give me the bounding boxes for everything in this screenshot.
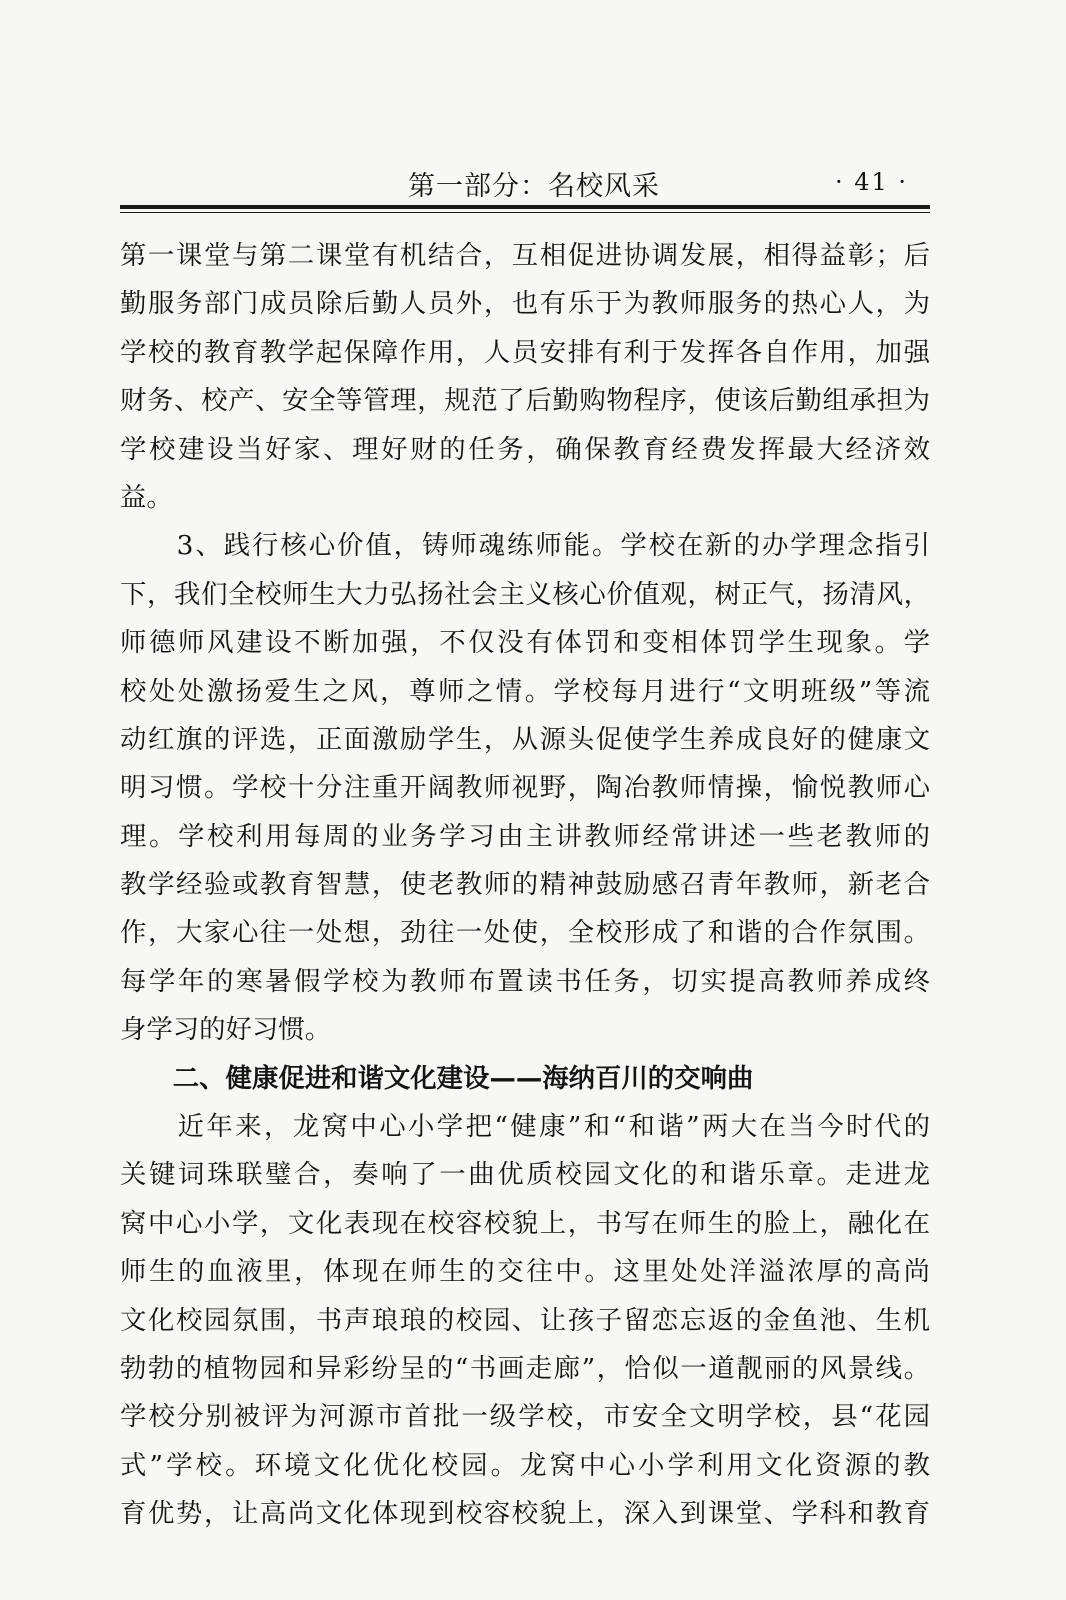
section-title: 第一部分：名校风采	[408, 171, 660, 202]
text-line: 式”学校。环境文化优化校园。龙窝中心小学利用文化资源的教	[120, 1449, 930, 1481]
text-line: 动红旗的评选，正面激励学生，从源头促使学生养成良好的健康文	[120, 723, 930, 755]
text-line: 文化校园氛围，书声琅琅的校园、让孩子留恋忘返的金鱼池、生机	[120, 1304, 930, 1336]
text-line: 校处处激扬爱生之风，尊师之情。学校每月进行“文明班级”等流	[120, 675, 930, 707]
text-line: 近年来，龙窝中心小学把“健康”和“和谐”两大在当今时代的	[120, 1111, 930, 1143]
header-rule-thin	[120, 212, 930, 213]
text-line: 明习惯。学校十分注重开阔教师视野，陶冶教师情操，愉悦教师心	[120, 772, 930, 804]
text-line: 学校建设当好家、理好财的任务，确保教育经费发挥最大经济效	[120, 433, 930, 465]
text-line: 教学经验或教育智慧，使老教师的精神鼓励感召青年教师，新老合	[120, 869, 930, 901]
text-line: 3、践行核心价值，铸师魂练师能。学校在新的办学理念指引	[120, 530, 930, 562]
text-line: 窝中心小学，文化表现在校容校貌上，书写在师生的脸上，融化在	[120, 1207, 930, 1239]
header-rule-thick	[120, 205, 930, 209]
text-line: 育优势，让高尚文化体现到校容校貌上，深入到课堂、学科和教育	[120, 1498, 930, 1530]
text-line: 下，我们全校师生大力弘扬社会主义核心价值观，树正气，扬清风，	[120, 578, 930, 610]
text-line: 师生的血液里，体现在师生的交往中。这里处处洋溢浓厚的高尚	[120, 1256, 930, 1288]
body-text	[120, 232, 930, 1539]
text-line: 勃勃的植物园和异彩纷呈的“书画走廊”，恰似一道靓丽的风景线。	[120, 1352, 930, 1384]
running-header	[120, 160, 930, 204]
text-line: 财务、校产、安全等管理，规范了后勤购物程序，使该后勤组承担为	[120, 385, 930, 417]
text-line: 第一课堂与第二课堂有机结合，互相促进协调发展，相得益彰；后	[120, 240, 930, 271]
text-line: 师德师风建设不断加强，不仅没有体罚和变相体罚学生现象。学	[120, 627, 930, 659]
text-line: 学校分别被评为河源市首批一级学校，市安全文明学校，县“花园	[120, 1401, 930, 1433]
page-number: · 41 ·	[834, 168, 908, 196]
text-line: 学校的教育教学起保障作用，人员安排有利于发挥各自作用，加强	[120, 336, 930, 368]
section-heading: 二、健康促进和谐文化建设——海纳百川的交响曲	[120, 1062, 754, 1094]
text-line: 作，大家心往一处想，劲往一处使，全校形成了和谐的合作氛围。	[120, 917, 930, 949]
text-line: 勤服务部门成员除后勤人员外，也有乐于为教师服务的热心人，为	[120, 288, 930, 320]
text-line: 关键词珠联璧合，奏响了一曲优质校园文化的和谐乐章。走进龙	[120, 1159, 930, 1191]
text-line: 身学习的好习惯。	[120, 1014, 332, 1046]
text-line: 每学年的寒暑假学校为教师布置读书任务，切实提高教师养成终	[120, 965, 930, 997]
text-line: 益。	[120, 481, 173, 513]
text-line: 理。学校利用每周的业务学习由主讲教师经常讲述一些老教师的	[120, 820, 930, 852]
